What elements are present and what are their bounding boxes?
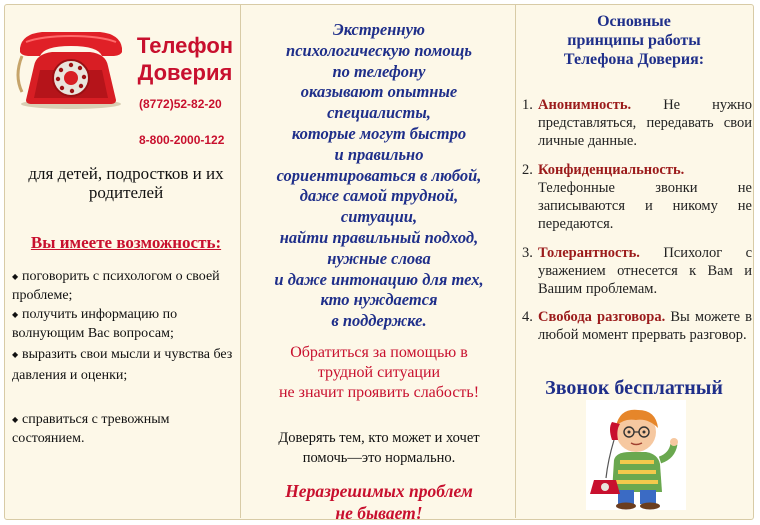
trust-text: Доверять тем, кто может и хочет помочь—это нормально. xyxy=(278,430,480,466)
list-item: 2. Конфиденциальность. Телефонные звонки не записываются и никому не передаются. xyxy=(522,162,752,232)
list-item: ◆ справиться с тревожным состоянием. xyxy=(12,412,170,447)
list-item: ◆ поговорить с психологом о своей проблеме; xyxy=(12,269,220,304)
help-encouragement: Обратиться за помощью в трудной ситуации не значит проявить слабость! xyxy=(278,344,480,401)
bullet-icon: ◆ xyxy=(12,310,19,320)
list-item: 4. Свобода разговора. Вы можете в любой момент прервать разговор. xyxy=(522,309,752,343)
help-description: Экстренную психологическую помощь по телефону оказывают опытные специалисты, которые могут быстро и правильно сориентироваться в любой, даже самой трудной, ситуации, найти правильный подход, нужные слова и даже интонацию для тех, кто нуждается в поддержке. xyxy=(274,20,484,331)
red-telephone-icon xyxy=(12,26,130,110)
boy-on-phone-illustration xyxy=(586,400,686,510)
bullet-icon: ◆ xyxy=(12,272,19,282)
list-item: ◆ получить информацию по волнующим Вас вопросам; xyxy=(12,307,178,342)
list-item: 1. Анонимность. Не нужно представляться, передавать свои личные данные. xyxy=(522,97,752,149)
list-item: ◆ выразить свои мысли и чувства без давления и оценки; xyxy=(12,344,242,386)
bullet-icon: ◆ xyxy=(12,350,19,360)
column-contacts xyxy=(4,4,240,518)
column-help xyxy=(240,4,516,523)
opportunity-heading: Вы имеете возможность: xyxy=(30,233,222,252)
list-item: 3. Толерантность. Психолог с уважением отнесется к Вам и Вашим проблемам. xyxy=(522,245,753,297)
hotline-title-line2: Доверия xyxy=(137,60,233,85)
principles-title: Основные принципы работы Телефона Доверия: xyxy=(563,13,705,68)
phone-number-free[interactable]: 8-800-2000-122 xyxy=(139,133,225,147)
hotline-title-line1: Телефон xyxy=(136,33,234,58)
bullet-icon: ◆ xyxy=(12,415,19,425)
free-call-text: Звонок бесплатный xyxy=(545,377,723,399)
hotline-title xyxy=(135,32,235,86)
slogan: Неразрешимых проблем не бывает! xyxy=(285,481,473,523)
audience-text: для детей, подростков и их родителей xyxy=(28,164,224,202)
column-principles xyxy=(516,4,752,518)
phone-number-local[interactable]: (8772)52-82-20 xyxy=(139,97,222,111)
